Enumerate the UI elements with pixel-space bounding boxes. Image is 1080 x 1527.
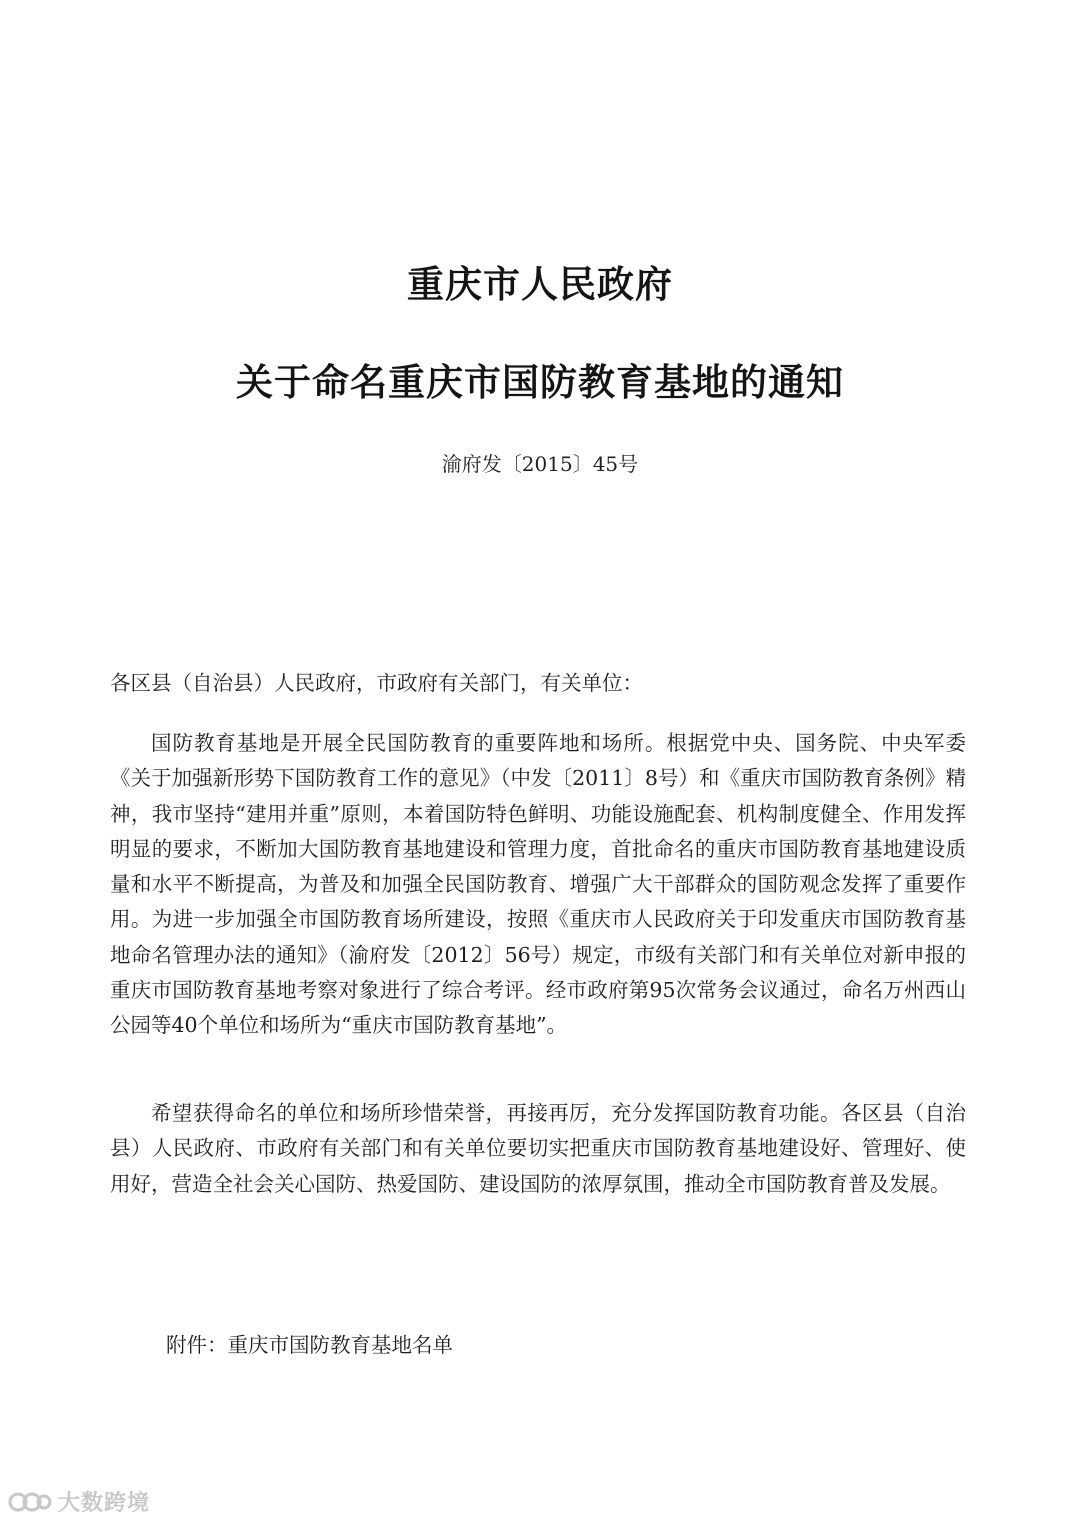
document-number: 渝府发〔2015〕45号 — [441, 452, 639, 476]
logo-icon — [8, 1489, 52, 1515]
watermark-text: 大数跨境 — [58, 1491, 151, 1516]
watermark — [8, 1486, 150, 1517]
attachment-note: 附件：重庆市国防教育基地名单 — [166, 1333, 453, 1357]
body-paragraph: 希望获得命名的单位和场所珍惜荣誉，再接再厉，充分发挥国防教育功能。各区县（自治县）人民政府、市政府有关部门和有关单位要切实把重庆市国防教育基地建设好、管理好、使用好，营造全社会关心国防、热爱国防、建设国防的浓厚氛围，推动全市国防教育普及发展。 — [110, 1101, 966, 1196]
salutation: 各区县（自治县）人民政府，市政府有关部门，有关单位： — [110, 671, 643, 695]
document-title-subject: 关于命名重庆市国防教育基地的通知 — [236, 361, 844, 404]
document-title-issuer: 重庆市人民政府 — [407, 263, 673, 306]
body-paragraph: 国防教育基地是开展全民国防教育的重要阵地和场所。根据党中央、国务院、中央军委《关于加强新形势下国防教育工作的意见》（中发〔2011〕8号）和《重庆市国防教育条例》精神，我市坚持“建用并重”原则，本着国防特色鲜明、功能设施配套、机构制度健全、作用发挥明显的要求，不断加大国防教育基地建设和管理力度，首批命名的重庆市国防教育基地建设质量和水平不断提高，为普及和加强全民国防教育、增强广大干部群众的国防观念发挥了重要作用。为进一步加强全市国防教育场所建设，按照《重庆市人民政府关于印发重庆市国防教育基地命名管理办法的通知》（渝府发〔2012〕56号）规定，市级有关部门和有关单位对新申报的重庆市国防教育基地考察对象进行了综合考评。经市政府第95次常务会议通过，命名万州西山公园等40个单位和场所为“重庆市国防教育基地”。 — [110, 731, 966, 1038]
